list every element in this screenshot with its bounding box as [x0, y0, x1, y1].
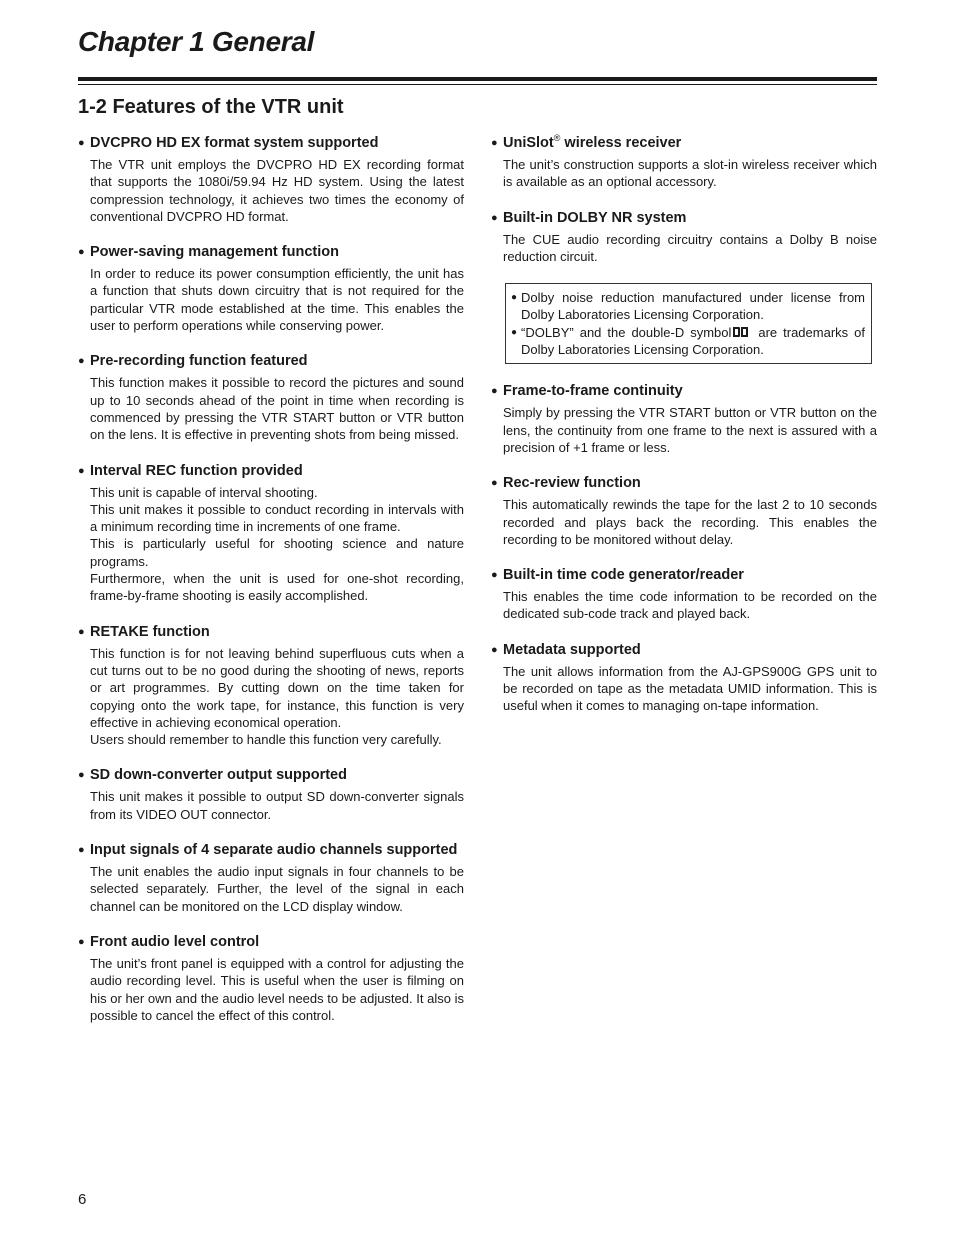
feature-title: [491, 134, 877, 153]
bullet-icon: ●: [78, 246, 85, 259]
note-line-trademark: [511, 324, 865, 359]
feature-description: [503, 156, 877, 191]
feature-title-text: Front audio level control: [90, 933, 260, 950]
feature-description: [503, 231, 877, 266]
bullet-icon: ●: [78, 137, 85, 149]
feature-title: [491, 566, 877, 585]
feature-title: [78, 623, 464, 642]
bullet-icon: ●: [491, 211, 498, 224]
bullet-icon: ●: [78, 464, 85, 477]
feature-description: [90, 265, 464, 334]
note-text: [521, 324, 865, 359]
feature-description: [90, 788, 464, 823]
feature-unislot: [491, 134, 877, 191]
feature-title-text: [503, 134, 681, 153]
note-text: Dolby noise reduction manufactured under license from Dolby Laboratories Licensing Corporation.: [521, 290, 865, 323]
feature-title: [78, 933, 464, 952]
feature-item: [78, 841, 464, 915]
bullet-icon: ●: [491, 643, 498, 656]
feature-paragraph: This automatically rewinds the tape for the last 2 to 10 seconds recorded and plays back the recording. This enables the recording to be monitored without delay.: [503, 497, 877, 547]
feature-description: [503, 404, 877, 456]
registered-mark: ®: [553, 133, 561, 144]
right-column: [491, 134, 877, 733]
feature-paragraph: This function makes it possible to record the pictures and sound up to 10 seconds ahead of the point in time when recording is commenced by pressing the VTR START button or VTR button on the lens. It is effective in preventing shots from being missed.: [90, 375, 464, 443]
note-text-pre: “DOLBY” and the double-D symbol: [521, 324, 732, 340]
feature-item: [78, 243, 464, 334]
unislot-name: UniSlot: [503, 135, 554, 151]
feature-paragraph: This enables the time code information to be recorded on the dedicated sub-code track and played back.: [503, 589, 877, 622]
feature-item: [491, 641, 877, 715]
feature-title-text: Built-in DOLBY NR system: [503, 209, 687, 226]
feature-paragraph: The VTR unit employs the DVCPRO HD EX recording format that supports the 1080i/59.94 Hz HD system. Using the latest compression technology, it achieves two times the economy of conventional DVCPRO HD format.: [90, 157, 464, 224]
feature-title: [491, 641, 877, 660]
feature-item: [78, 766, 464, 823]
bullet-icon: ●: [78, 625, 85, 638]
bullet-icon: ●: [491, 385, 498, 398]
left-column: [78, 134, 464, 1042]
feature-item: [491, 382, 877, 456]
feature-paragraph: The unit’s construction supports a slot-in wireless receiver which is available as an optional accessory.: [503, 157, 877, 190]
feature-title: [491, 209, 877, 228]
feature-paragraph: The unit’s front panel is equipped with a control for adjusting the audio recording level. This is useful when the user is filming on his or her own and the audio level needs to be adjusted. It also is possible to cancel the effect of this control.: [90, 955, 464, 1023]
feature-item: [491, 474, 877, 548]
feature-title: [78, 134, 464, 153]
feature-title-text: RETAKE function: [90, 623, 210, 640]
feature-title: [78, 841, 464, 860]
header-rule-thin: [78, 84, 877, 85]
header-rule-thick: [78, 77, 877, 81]
feature-title-text: Input signals of 4 separate audio channels supported: [90, 842, 458, 859]
feature-item: [78, 134, 464, 225]
feature-title: [491, 474, 877, 493]
bullet-icon: ●: [491, 137, 498, 149]
chapter-title: Chapter 1 General: [78, 26, 315, 57]
feature-paragraph: This is particularly useful for shooting science and nature programs.: [90, 536, 464, 569]
feature-title-text: Frame-to-frame continuity: [503, 383, 683, 400]
dolby-double-d-icon: [733, 327, 750, 338]
feature-title-text: Built-in time code generator/reader: [503, 567, 744, 584]
bullet-icon: ●: [491, 477, 498, 490]
feature-item: [78, 352, 464, 443]
bullet-icon: ●: [491, 569, 498, 582]
unislot-title-rest: wireless receiver: [560, 135, 682, 151]
feature-title: [78, 462, 464, 481]
note-line-license: [511, 289, 865, 324]
feature-title: [78, 243, 464, 262]
feature-paragraph: Furthermore, when the unit is used for one-shot recording, frame-by-frame shooting is easily accomplished.: [90, 571, 464, 604]
feature-paragraph: This unit makes it possible to conduct recording in intervals with a minimum recording time in increments of one frame.: [90, 501, 464, 535]
feature-description: [90, 645, 464, 749]
feature-paragraph: Users should remember to handle this function very carefully.: [90, 732, 442, 748]
feature-paragraph: Simply by pressing the VTR START button or VTR button on the lens, the continuity from one frame to the next is assured with a precision of +1 frame or less.: [503, 405, 877, 455]
feature-paragraph: The unit allows information from the AJ-GPS900G GPS unit to be recorded on tape as the metadata UMID information. This is useful when it comes to managing on-tape information.: [503, 663, 877, 714]
bullet-icon: ●: [511, 292, 518, 304]
bullet-icon: ●: [78, 935, 85, 948]
bullet-icon: ●: [78, 355, 85, 368]
feature-title-text: DVCPRO HD EX format system supported: [90, 135, 379, 151]
feature-item: [78, 462, 464, 605]
feature-title-text: Pre-recording function featured: [90, 353, 308, 370]
feature-description: [503, 496, 877, 548]
feature-description: [503, 588, 877, 623]
feature-paragraph: This unit makes it possible to output SD down-converter signals from its VIDEO OUT connector.: [90, 789, 464, 822]
bullet-icon: ●: [78, 844, 85, 857]
feature-description: [503, 663, 877, 715]
feature-dolby: [491, 209, 877, 266]
feature-description: [90, 156, 464, 225]
feature-paragraph: This function is for not leaving behind superfluous cuts when a cut turns out to be no good during the shooting of news, reports or art programmes. By cutting down on the time taken for copying onto the work tape, for instance, this function is very effective in achieving economical operation.: [90, 645, 464, 730]
feature-item: [78, 623, 464, 749]
feature-title-text: Rec-review function: [503, 475, 641, 492]
feature-description: [90, 955, 464, 1024]
feature-title: [78, 766, 464, 785]
feature-title-text: SD down-converter output supported: [90, 767, 347, 784]
page-number: 6: [78, 1191, 87, 1208]
feature-description: [90, 374, 464, 443]
note-text-post: are trademarks of Dolby Laboratories Licensing Corporation.: [521, 324, 865, 358]
bullet-icon: ●: [78, 769, 85, 782]
feature-title-text: Interval REC function provided: [90, 462, 303, 479]
section-title: 1-2 Features of the VTR unit: [78, 96, 344, 118]
feature-title-text: Metadata supported: [503, 641, 641, 658]
feature-title-text: Power-saving management function: [90, 244, 339, 261]
feature-paragraph: The unit enables the audio input signals in four channels to be selected separately. Further, the level of the signal in each channel can be monitored on the LCD display window.: [90, 864, 464, 914]
dolby-trademark-note: [505, 283, 872, 364]
right-feature-list: [491, 382, 877, 714]
feature-item: [491, 566, 877, 623]
feature-paragraph: In order to reduce its power consumption efficiently, the unit has a function that shuts down circuitry that is not required for the particular VTR mode established at the time. This enables the user to perform operations while conserving power.: [90, 266, 464, 334]
feature-title: [78, 352, 464, 371]
feature-paragraph: This unit is capable of interval shooting.: [90, 484, 318, 500]
feature-paragraph: The CUE audio recording circuitry contains a Dolby B noise reduction circuit.: [503, 231, 877, 264]
feature-title: [491, 382, 877, 401]
bullet-icon: ●: [511, 326, 518, 338]
feature-description: [90, 863, 464, 915]
feature-description: [90, 484, 464, 605]
feature-item: [78, 933, 464, 1024]
